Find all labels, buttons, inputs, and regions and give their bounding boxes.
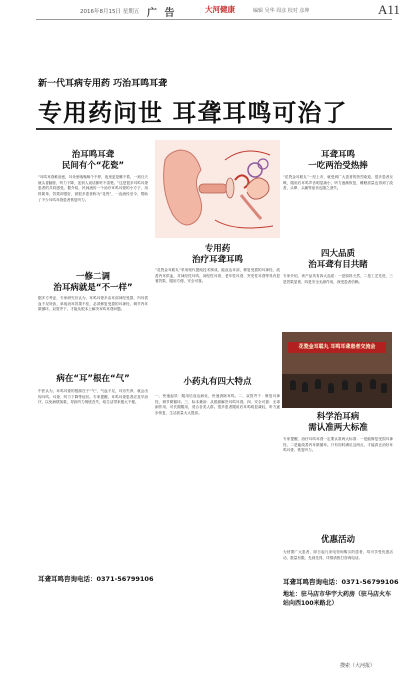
- audience-figure: [315, 379, 321, 389]
- audience-figure: [381, 383, 387, 393]
- col1-paragraph-1: “耳鸣耳聋难治愈，耳朵里嗡嗡响个不停，夜里更是睡不着，一到白天就头昏脑胀，听力下降，连别人说话都听不清楚。”这是很多耳鸣耳聋患者的共同感受。据介绍，民间流传一个治疗耳鸣耳聋的小方子，用料简单，效果却很好，被很多患者称为“花瓷”，一直流传至今，帮助了不少耳鸣耳聋患者恢复听力。: [38, 175, 148, 202]
- col2-paragraph-1: “花瓷金耳聪丸”采用现代提纯技术制成，能直达耳部，修复受损的耳神经，改善内耳供血，对神经性耳鸣、神经性耳聋、老年性耳聋、突发性耳聋等具有显著效果，服用方便，安全可靠。: [155, 268, 280, 284]
- section-label: 广 告: [147, 8, 177, 19]
- header-divider: [36, 19, 392, 20]
- kicker-title: 新一代耳病专用药 巧治耳鸣耳聋: [38, 79, 168, 89]
- col3-subheading-1: 耳聋耳鸣 一吃两治受热捧: [308, 150, 368, 171]
- store-address: 地址：驻马店市华宇大药房（驻马店火车站向西100米路北）: [283, 591, 392, 607]
- signature: 搜索（大河报）: [340, 663, 376, 669]
- col1-subheading-2: 一修二调 治耳病就是“不一样”: [53, 272, 133, 293]
- photo-banner: 花瓷金耳聪丸 耳鸣耳聋患者交流会: [288, 342, 386, 353]
- col2-subheading-2: 小药丸有四大特点: [183, 377, 252, 387]
- audience-figure: [302, 382, 308, 392]
- col3-paragraph-2: 专家介绍，该产品具有四大品质：一是原料天然，二是工艺先进，三是效果显著，四是安全无副作用，深受患者信赖。: [283, 274, 393, 284]
- col1-subheading-3: 病在“耳”根在“气”: [56, 374, 130, 384]
- page-number: A11: [378, 2, 400, 17]
- col1-paragraph-3: 中医认为，耳鸣耳聋的根源在于“气”，气血不足，耳窍失养，就会出现耳鸣、耳聋、听力下降等症状。专家提醒，耳鸣耳聋患者应及早治疗，以免病情加重，导致听力彻底丧失，给生活带来极大不便。: [38, 389, 148, 405]
- hotline-phone: 耳聋耳鸣咨询电话：0371-56799106: [38, 575, 154, 583]
- audience-figure: [356, 382, 362, 392]
- ear-anatomy-illustration: [155, 140, 280, 238]
- col3-subheading-3: 科学治耳病 需认准两大标准: [308, 412, 368, 433]
- headline-divider: [36, 128, 392, 130]
- audience-figure: [370, 379, 376, 389]
- event-photo: [282, 332, 392, 408]
- audience-figure: [328, 383, 334, 393]
- consult-phone: 耳聋耳鸣咨询电话：0371-56799106: [283, 578, 399, 586]
- col2-paragraph-2: 一、快速起效：服用后直达病灶，快速消除耳鸣。二、双管齐下：修复耳神经，调节微循环。三、标本兼治：从根源解决耳鸣耳聋。四、安全可靠：无毒副作用，可长期服用，适合各类人群。很多患者服用后耳鸣明显减轻，听力逐步恢复，生活质量大大提高。: [155, 394, 280, 416]
- newspaper-logo: 大河健康: [205, 5, 235, 14]
- col3-subheading-2: 四大品质 治耳聋有目共睹: [308, 249, 368, 270]
- editor-info: 编辑 吴华 周彦 校对 彦坤: [253, 8, 310, 14]
- col3-paragraph-4: 为回馈广大患者，即日起凡来电咨询购买的患者，均可享受优惠活动，数量有限，先到先得，详情请拨打咨询电话。: [283, 550, 393, 560]
- header-date: 2016年8月15日 星期五: [80, 9, 140, 15]
- col3-subheading-4: 优惠活动: [320, 535, 355, 545]
- col3-paragraph-1: “花瓷金耳聪丸”一经上市，就受到广大患者的热烈欢迎，很多患者反映，服用后耳鸣声音明显减小，听力逐渐恢复，睡眠质量也得到了改善，头晕、头痛等症状也随之消失。: [283, 175, 393, 191]
- audience-figure: [290, 380, 296, 390]
- col2-subheading-1: 专用药 治疗耳聋耳鸣: [191, 244, 243, 265]
- audience-figure: [342, 380, 348, 390]
- col1-subheading-1: 治耳鸣耳聋 民间有个“花瓷”: [61, 150, 125, 171]
- col1-paragraph-2: 据多方考证，专家研究后认为，耳鸣耳聋多由耳部神经受损、内耳供血不足所致，单纯治耳效果不佳，必须修复受损的耳神经，调节内耳微循环，双管齐下，才能从根本上解决耳鸣耳聋问题。: [38, 296, 148, 312]
- main-headline: 专用药问世 耳聋耳鸣可治了: [38, 98, 348, 127]
- col3-paragraph-3: 专家提醒，治疗耳鸣耳聋一定要认准两大标准：一是能修复受损耳神经，二是能改善内耳微循环。只有同时满足这两点，才能真正治好耳鸣耳聋，恢复听力。: [283, 437, 393, 453]
- photo-audience: [282, 374, 392, 408]
